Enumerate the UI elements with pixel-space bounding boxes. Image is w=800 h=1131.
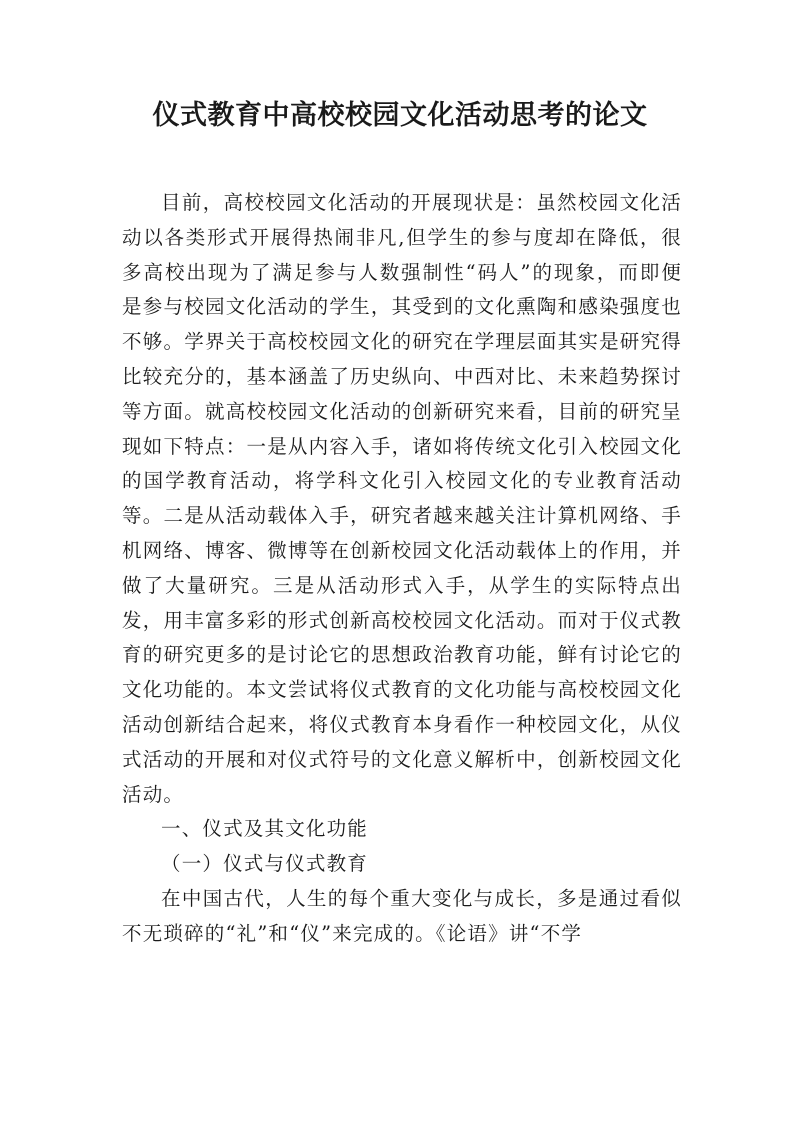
intro-paragraph: 目前，高校校园文化活动的开展现状是：虽然校园文化活动以各类形式开展得热闹非凡,但学生的参与度却在降低，很多高校出现为了满足参与人数强制性“码人”的现象，而即便是参与校园文化活动的学生，其受到的文化熏陶和感染强度也不够。学界关于高校校园文化的研究在学理层面其实是研究得比较充分的，基本涵盖了历史纵向、中西对比、未来趋势探讨等方面。就高校校园文化活动的创新研究来看，目前的研究呈现如下特点：一是从内容入手，诸如将传统文化引入校园文化的国学教育活动，将学科文化引入校园文化的专业教育活动等。二是从活动载体入手，研究者越来越关注计算机网络、手机网络、博客、微博等在创新校园文化活动载体上的作用，并做了大量研究。三是从活动形式入手，从学生的实际特点出发，用丰富多彩的形式创新高校校园文化活动。而对于仪式教育的研究更多的是讨论它的思想政治教育功能，鲜有讨论它的文化功能的。本文尝试将仪式教育的文化功能与高校校园文化活动创新结合起来，将仪式教育本身看作一种校园文化，从仪式活动的开展和对仪式符号的文化意义解析中，创新校园文化活动。 <box>122 191 682 806</box>
body-paragraph: 在中国古代，人生的每个重大变化与成长，多是通过看似不无琐碎的“礼”和“仪”来完成的。《论语》讲“不学 <box>122 886 682 945</box>
subsection-heading: （一）仪式与仪式教育 <box>161 852 369 876</box>
section-heading: 一、仪式及其文化功能 <box>161 817 369 841</box>
document-body <box>122 186 682 952</box>
document-title: 仪式教育中高校校园文化活动思考的论文 <box>152 100 648 131</box>
